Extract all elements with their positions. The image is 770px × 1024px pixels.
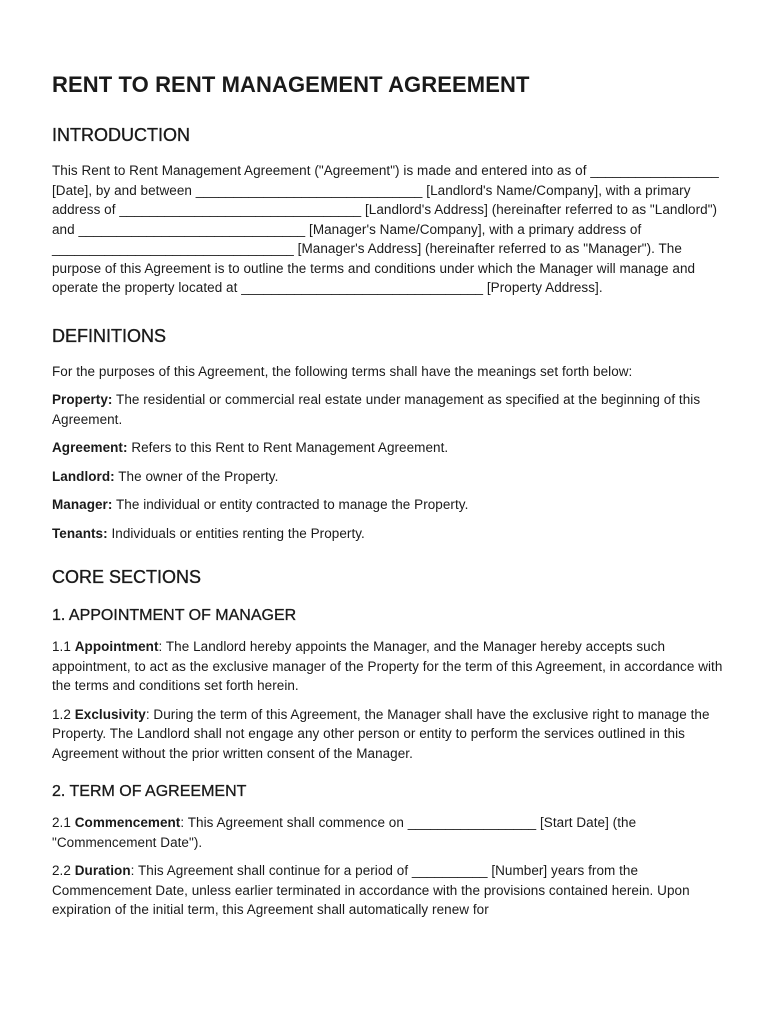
introduction-paragraph: This Rent to Rent Management Agreement ("Agreement") is made and entered into as of _________________ [Date], by and between ______________________________ [Landlord's Name/Company], with a primary address of ________________________________ [Landlord's Address] (hereinafter referred to as "Landlord") and ______________________________ [Manager's Name/Company], with a primary address of ________________________________ [Manager's Address] (hereinafter referred to as "Manager"). The purpose of this Agreement is to outline the terms and conditions under which the Manager will manage and operate the property located at ________________________________ [Property Address]. (52, 163, 719, 295)
definition-text: The individual or entity contracted to manage the Property. (112, 497, 469, 512)
definition-item (52, 438, 730, 458)
clause-number: 1.1 (52, 639, 75, 654)
clause-number: 2.2 (52, 863, 75, 878)
clause (52, 861, 730, 920)
definition-term: Manager: (52, 497, 113, 512)
definition-text: The owner of the Property. (114, 468, 279, 484)
definitions-lead: For the purposes of this Agreement, the following terms shall have the meanings set forth below: (52, 363, 633, 379)
clause-text: : This Agreement shall commence on _________________ [Start Date] (the "Commencement Date"). (52, 815, 637, 850)
definition-text: Refers to this Rent to Rent Management Agreement. (127, 440, 449, 455)
clause-term: Exclusivity (74, 706, 146, 722)
document-title: RENT TO RENT MANAGEMENT AGREEMENT (52, 72, 530, 97)
clause (52, 813, 730, 852)
core-sections-heading: CORE SECTIONS (52, 567, 202, 587)
definitions-heading: DEFINITIONS (52, 325, 167, 346)
clause-text: : During the term of this Agreement, the Manager shall have the exclusive right to manage the Property. The Landlord shall not engage any other person or entity to perform the services outlined in this Agreement without the prior written consent of the Manager. (52, 706, 710, 761)
section-appointment (52, 605, 730, 763)
clause-text: : This Agreement shall continue for a period of __________ [Number] years from the Commencement Date, unless earlier terminated in accordance with the provisions contained herein. Upon expiration of the initial term, this Agreement shall automatically renew for (52, 863, 690, 917)
clause-text: : The Landlord hereby appoints the Manager, and the Manager hereby accepts such appointment, to act as the exclusive manager of the Property for the term of this Agreement, in accordance with the terms and conditions set forth herein. (52, 639, 723, 693)
definition-item (52, 495, 730, 515)
definition-item (52, 467, 730, 487)
clause-term: Commencement (74, 815, 181, 830)
clause (52, 637, 730, 696)
definition-term: Property: (52, 392, 113, 407)
definition-term: Agreement: (52, 440, 128, 455)
definition-text: The residential or commercial real estate under management as specified at the beginning of this Agreement. (52, 392, 701, 427)
definitions-list (52, 362, 730, 544)
clause-term: Appointment (74, 639, 159, 654)
definition-text: Individuals or entities renting the Property. (107, 525, 365, 541)
definition-term: Tenants: (52, 525, 108, 541)
definition-item (52, 524, 730, 544)
clause-number: 2.1 (52, 815, 75, 830)
section-heading: 1. APPOINTMENT OF MANAGER (52, 607, 297, 624)
definition-item (52, 390, 730, 429)
clause (52, 705, 730, 764)
definition-term: Landlord: (52, 468, 115, 484)
introduction-heading: INTRODUCTION (52, 125, 190, 145)
clause-term: Duration (74, 863, 131, 878)
section-heading: 2. TERM OF AGREEMENT (52, 783, 247, 800)
clause-number: 1.2 (52, 706, 75, 722)
section-term (52, 781, 730, 920)
